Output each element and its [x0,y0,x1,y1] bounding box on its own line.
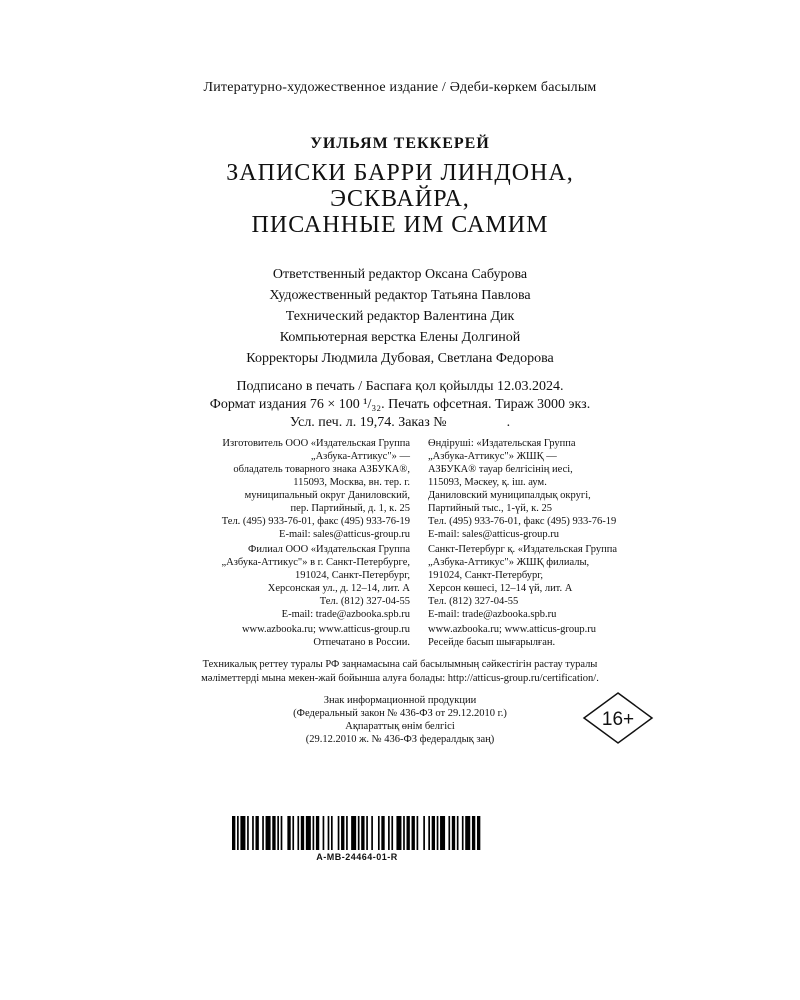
barcode-bar [366,816,368,850]
book-title [0,160,800,238]
publisher-kz-block-2 [428,543,718,621]
text-line: Тел. (495) 933-76-01, факс (495) 933-76-19 [428,516,617,527]
text-line: (29.12.2010 ж. № 436-ФЗ федералдық заң) [305,734,495,745]
barcode-bar [341,816,344,850]
print-format-line: Формат издания 76 × 100 ¹/₃₂. Печать офсетная. Тираж 3000 экз. [209,397,591,412]
print-info [0,378,800,432]
text-line: „Азбука-Аттикус"» — [310,451,410,462]
text-line: Отпечатано в России. [313,637,410,648]
barcode-bar [277,816,279,850]
barcode-bar [465,816,470,850]
barcode-bar [440,816,445,850]
barcode-bar [266,816,271,850]
barcode-bar [417,816,419,850]
print-order-line: Усл. печ. л. 19,74. Заказ № . [289,415,511,430]
title-line-2: ЭСКВАЙРА, [330,186,470,212]
credit-line: Ответственный редактор Оксана Сабурова [272,267,528,282]
credit-line: Компьютерная верстка Елены Долгиной [279,330,521,345]
text-line: „Азбука-Аттикус"» в г. Санкт-Петербурге, [221,557,410,568]
barcode-bar [358,816,360,850]
text-line: обладатель товарного знака АЗБУКА®, [233,464,410,475]
text-line: 191024, Санкт-Петербург, [428,570,544,581]
text-line: Знак информационной продукции [323,695,477,706]
credit-line: Корректоры Людмила Дубовая, Светлана Федорова [246,351,554,366]
barcode-bar [452,816,455,850]
text-line: Партийный тыс., 1-үй, к. 25 [428,503,552,514]
email-line: E-mail: sales@atticus-group.ru [428,529,559,540]
barcode-bar [232,816,235,850]
text-line: „Азбука-Аттикус"» ЖШҚ филиалы, [428,557,590,568]
text-line: Изготовитель ООО «Издательская Группа [222,438,410,449]
text-line: Тел. (812) 327-04-55 [428,596,519,607]
barcode-bar [331,816,333,850]
barcode-bar [262,816,264,850]
barcode-bar [328,816,330,850]
age-rating-badge [582,691,654,745]
print-signed-line: Подписано в печать / Баспаға қол қойылды 12.03.2024. [236,379,564,394]
certification-note [0,658,800,686]
credit-line: Технический редактор Валентина Дик [285,309,515,324]
author-name: УИЛЬЯМ ТЕККЕРЕЙ [310,135,490,152]
barcode-bar [432,816,435,850]
publisher-ru-block-2 [120,543,410,621]
text-line: Херсон көшесі, 12–14 үй, лит. А [428,583,573,594]
text-line: АЗБУКА® тауар белгісінің иесі, [428,464,573,475]
barcode-bar [323,816,325,850]
text-line: „Азбука-Аттикус"» ЖШҚ — [428,451,557,462]
barcode-bar [287,816,290,850]
barcode-bar [301,816,304,850]
barcode-bar [472,816,475,850]
age-rating-text: 16+ [601,709,635,730]
text-line: Тел. (812) 327-04-55 [319,596,410,607]
text-line: муниципальный округ Даниловский, [244,490,410,501]
text-line: Ресейде басып шығарылған. [428,637,556,648]
text-line: Техникалық реттеу туралы РФ заңнамасына сай басылымның сәйкестігін растау туралы [202,659,598,670]
text-line: 115093, Москва, вн. тер. г. [293,477,410,488]
barcode-bar [448,816,450,850]
email-line: E-mail: trade@azbooka.spb.ru [428,609,557,620]
barcode-bar [378,816,380,850]
barcode-icon [232,816,482,850]
barcode-bar [477,816,480,850]
title-line-1: ЗАПИСКИ БАРРИ ЛИНДОНА, [226,160,574,186]
barcode-bar [255,816,258,850]
barcode-code: A-MB-24464-01-R [316,852,398,862]
barcode-bar [381,816,384,850]
barcode-bar [306,816,311,850]
barcode-bar [423,816,425,850]
barcode-bar [237,816,239,850]
text-line: Даниловский муниципалдық округі, [428,490,591,501]
barcode-bar [292,816,294,850]
publisher-kz-block-1 [428,437,718,541]
text-line: 191024, Санкт-Петербург, [294,570,410,581]
text-line: Санкт-Петербург қ. «Издательская Группа [428,544,617,555]
barcode-bar [412,816,415,850]
info-product-sign-text [210,694,590,746]
text-line: Херсонская ул., д. 12–14, лит. А [267,583,410,594]
text-line: Ақпараттық өнім белгісі [345,721,455,732]
barcode-bar [252,816,254,850]
series-line: Литературно-художественное издание / Әдеби-көркем басылым [203,80,597,95]
text-line: Филиал ООО «Издательская Группа [248,544,410,555]
barcode-bar [371,816,373,850]
publisher-ru-block-1 [120,437,410,541]
barcode-bar [391,816,393,850]
text-line: Тел. (495) 933-76-01, факс (495) 933-76-19 [221,516,410,527]
barcode-bar [272,816,275,850]
barcode-bar [316,816,319,850]
email-line: E-mail: trade@azbooka.spb.ru [281,609,410,620]
barcode-bar [437,816,439,850]
barcode-bar [403,816,405,850]
barcode-bar [297,816,299,850]
text-line: пер. Партийный, д. 1, к. 25 [290,503,410,514]
website-line: www.azbooka.ru; www.atticus-group.ru [428,624,597,635]
barcode-bar [361,816,364,850]
barcode-bar [281,816,283,850]
barcode-bar [407,816,410,850]
barcode-bar [313,816,315,850]
website-line: www.azbooka.ru; www.atticus-group.ru [241,624,410,635]
barcode-bar [338,816,340,850]
title-line-3: ПИСАННЫЕ ИМ САМИМ [251,212,549,238]
email-line: E-mail: sales@atticus-group.ru [279,529,410,540]
publisher-kz-block-3 [428,623,718,649]
barcode-bar [462,816,464,850]
barcode-bar [351,816,356,850]
text-line: мәліметтерді мына мекен-жай бойынша алуға болады: http://atticus-group.ru/certification/. [201,673,599,684]
print-order-text: Усл. печ. л. 19,74. Заказ № [289,415,447,430]
barcode-bar [396,816,401,850]
credit-line: Художественный редактор Татьяна Павлова [269,288,531,303]
text-line: (Федеральный закон № 436-ФЗ от 29.12.2010 г.) [293,708,507,719]
barcode-bar [388,816,390,850]
barcode-bar [346,816,348,850]
text-line: 115093, Мәскеу, қ. іш. аум. [428,477,547,488]
barcode-bar [240,816,245,850]
barcode-bar [428,816,430,850]
barcode-bar [457,816,459,850]
credits [0,264,800,369]
barcode-bar [247,816,249,850]
publisher-ru-block-3 [120,623,410,649]
text-line: Өндіруші: «Издательская Группа [428,438,576,449]
